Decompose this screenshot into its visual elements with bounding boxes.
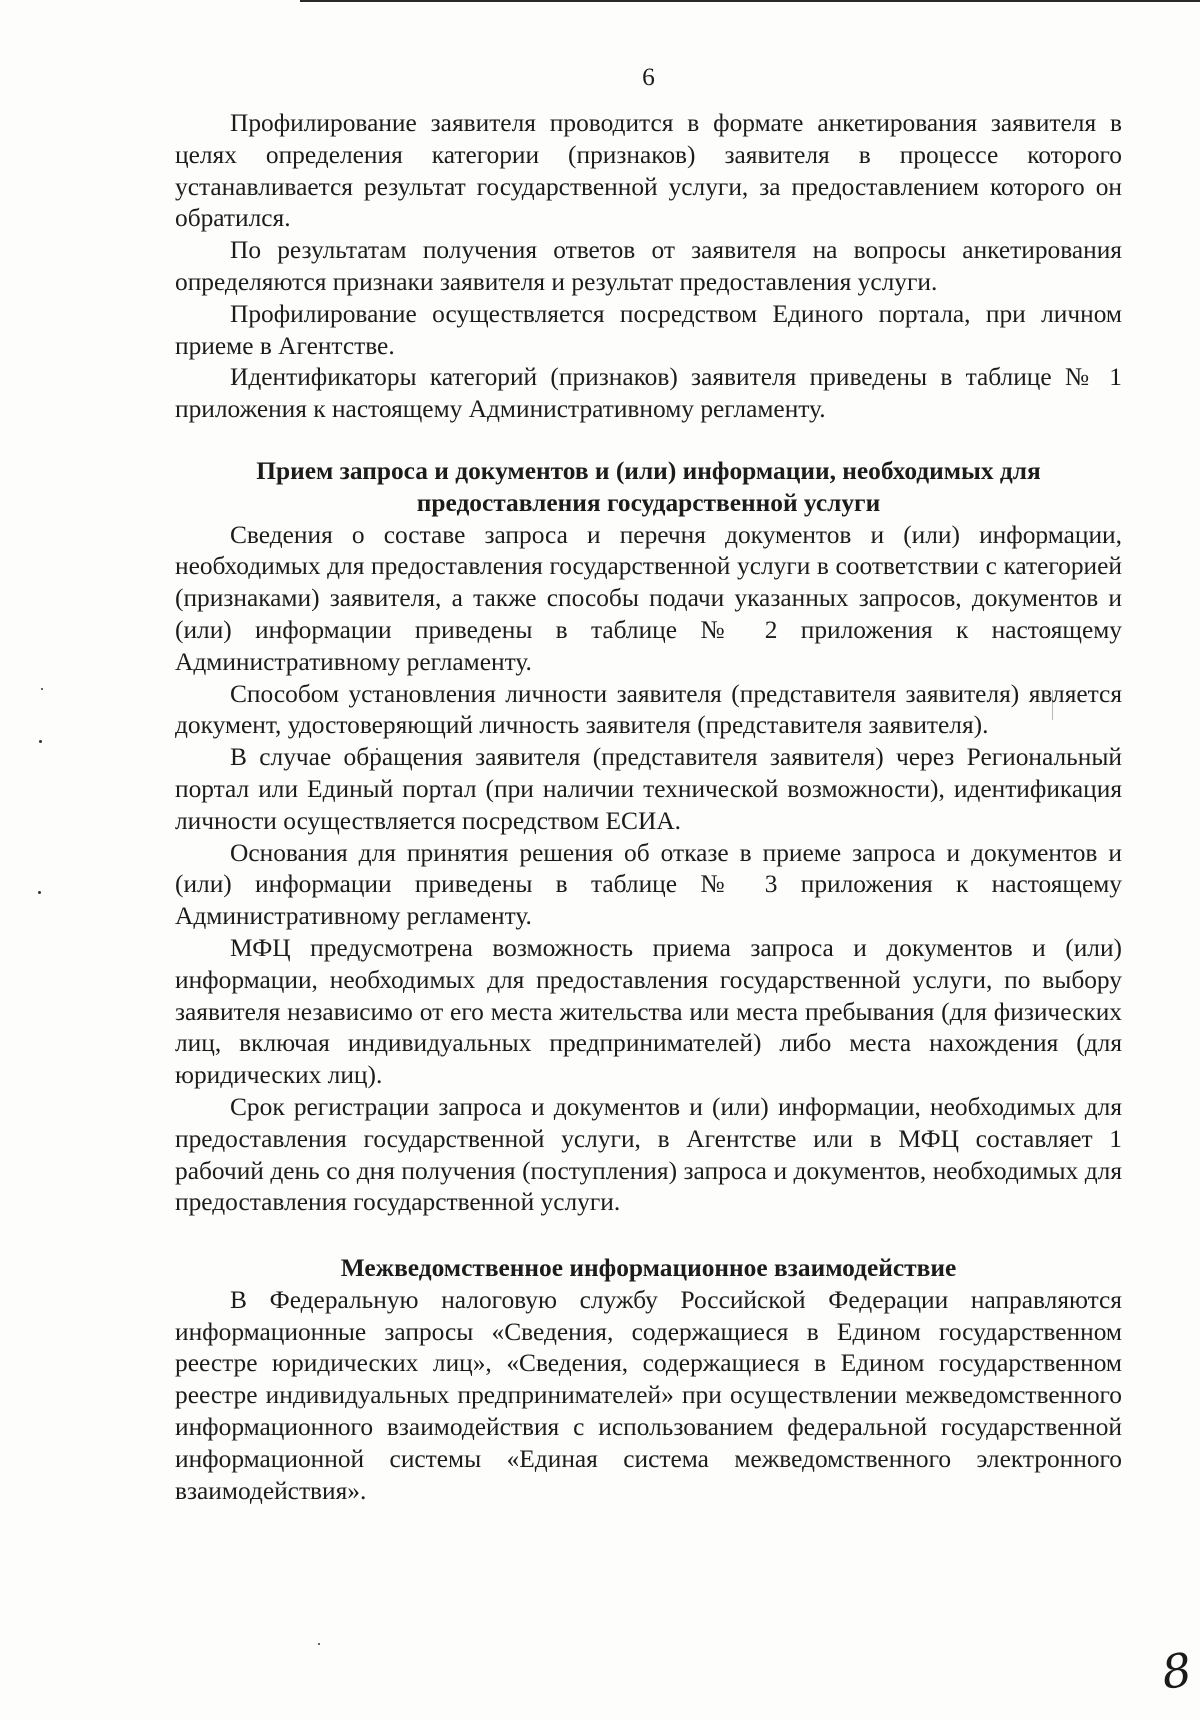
paragraph-registration-term: Срок регистрации запроса и документов и (или) информации, необходимых для предоставления государственной услуги, в Агентстве или в МФЦ составляет 1 рабочий день со дня получения (поступления) запроса и документов, необходимых для предоставления государственной услуги. (175, 1092, 1122, 1217)
scan-speck (38, 891, 41, 894)
paragraph-profiling-channels: Профилирование осуществляется посредством Единого портала, при личном приеме в Агентстве. (175, 299, 1122, 360)
paragraph-profiling-results: По результатам получения ответов от заявителя на вопросы анкетирования определяются признаки заявителя и результат предоставления услуги. (175, 236, 1122, 296)
scan-speck (41, 688, 43, 690)
paragraph-mfc-reception: МФЦ предусмотрена возможность приема запроса и документов и (или) информации, необходимых для предоставления государственной услуги, по выбору заявителя независимо от его места жительства или места пребывания (для физических лиц, включая индивидуальных предпринимателей) либо места нахождения (для юридических лиц). (175, 933, 1122, 1090)
section-heading-request-reception-line1: Прием запроса и документов и (или) информации, необходимых для (256, 456, 1041, 485)
page-number: 6 (642, 63, 655, 91)
section-heading-interagency: Межведомственное информационное взаимодействие (340, 1254, 957, 1283)
paragraph-identity-establishment: Способом установления личности заявителя (представителя заявителя) является документ, удостоверяющий личность заявителя (представителя заявителя). (175, 679, 1122, 740)
paragraph-refusal-grounds: Основания для принятия решения об отказе в приеме запроса и документов и (или) информации приведены в таблице № 3 приложения к настоящему Административному регламенту. (175, 838, 1122, 931)
section-heading-request-reception-line2: предоставления государственной услуги (416, 488, 881, 517)
handwritten-page-mark: 8 (1158, 1642, 1195, 1700)
document-page (175, 62, 1122, 1507)
scan-top-border (300, 0, 1200, 2)
paragraph-request-composition: Сведения о составе запроса и перечня документов и (или) информации, необходимых для предоставления государственной услуги в соответствии с категорией (признаками) заявителя, а также способы подачи указанных запросов, документов и (или) информации приведены в таблице № 2 приложения к настоящему Административному регламенту. (175, 520, 1122, 676)
paragraph-esia-identification: В случае обращения заявителя (представителя заявителя) через Региональный портал или Единый портал (при наличии технической возможности), идентификация личности осуществляется посредством ЕСИА. (175, 743, 1122, 835)
paragraph-tax-service-requests: В Федеральную налоговую службу Российской Федерации направляются информационные запросы «Сведения, содержащиеся в Едином государственном реестре юридических лиц», «Сведения, содержащиеся в Едином государственном реестре индивидуальных предпринимателей» при осуществлении межведомственного информационного взаимодействия с использованием федеральной государственной информационной системы «Единая система межведомственного электронного взаимодействия». (175, 1285, 1122, 1505)
scan-speck (39, 740, 42, 743)
paragraph-profiling-format: Профилирование заявителя проводится в формате анкетирования заявителя в целях определения категории (признаков) заявителя в процессе которого устанавливается результат государственной услуги, за предоставлением которого он обратился. (175, 109, 1122, 233)
paragraph-category-identifiers: Идентификаторы категорий (признаков) заявителя приведены в таблице № 1 приложения к настоящему Административному регламенту. (175, 363, 1122, 424)
scan-speck (318, 1643, 320, 1645)
